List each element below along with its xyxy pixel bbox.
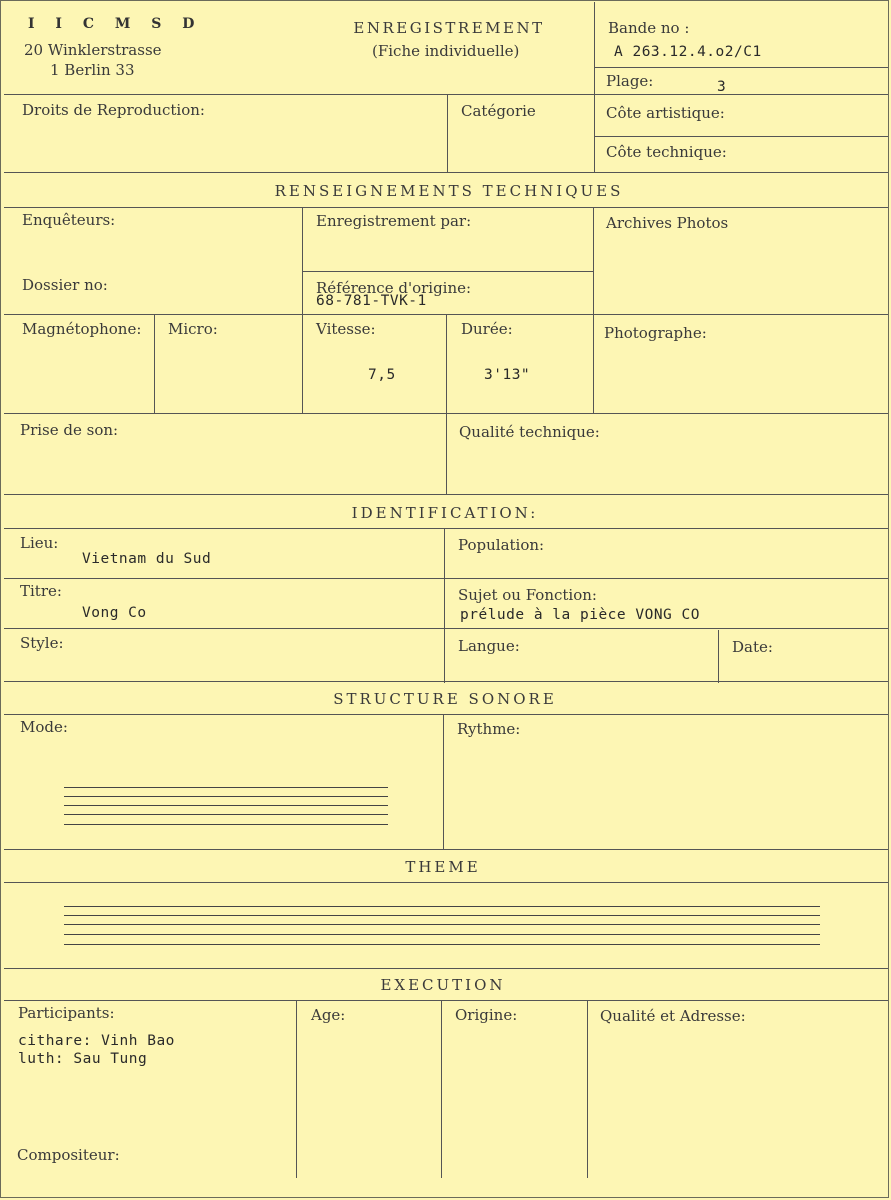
form-title: ENREGISTREMENT bbox=[353, 19, 545, 37]
address-line1: 20 Winklerstrasse bbox=[24, 41, 162, 59]
participant-1: cithare: Vinh Bao bbox=[18, 1033, 175, 1049]
qualite-adresse-label: Qualité et Adresse: bbox=[600, 1007, 746, 1025]
droits-label: Droits de Reproduction: bbox=[22, 101, 205, 119]
plage-value: 3 bbox=[717, 79, 727, 95]
lieu-label: Lieu: bbox=[20, 534, 59, 552]
archives-photos-label: Archives Photos bbox=[606, 214, 729, 232]
section-theme: THEME bbox=[405, 858, 481, 876]
titre-label: Titre: bbox=[20, 582, 62, 600]
section-technical: RENSEIGNEMENTS TECHNIQUES bbox=[274, 182, 624, 200]
date-label: Date: bbox=[732, 638, 773, 656]
section-structure: STRUCTURE SONORE bbox=[333, 690, 557, 708]
rythme-label: Rythme: bbox=[457, 720, 521, 738]
lieu-value: Vietnam du Sud bbox=[82, 551, 212, 567]
compositeur-label: Compositeur: bbox=[17, 1146, 120, 1164]
titre-value: Vong Co bbox=[82, 605, 147, 621]
langue-label: Langue: bbox=[458, 637, 520, 655]
plage-label: Plage: bbox=[606, 72, 654, 90]
section-identification: IDENTIFICATION: bbox=[351, 504, 539, 522]
reference-label: Référence d'origine: bbox=[316, 279, 472, 297]
form-subtitle: (Fiche individuelle) bbox=[372, 42, 520, 60]
participant-2: luth: Sau Tung bbox=[18, 1051, 148, 1067]
duree-label: Durée: bbox=[461, 320, 513, 338]
micro-label: Micro: bbox=[168, 320, 218, 338]
categorie-label: Catégorie bbox=[461, 102, 536, 120]
sujet-value: prélude à la pièce VONG CO bbox=[460, 607, 700, 623]
origine-label: Origine: bbox=[455, 1006, 518, 1024]
duree-value: 3'13" bbox=[484, 367, 531, 383]
mode-label: Mode: bbox=[20, 718, 68, 736]
qualite-technique-label: Qualité technique: bbox=[459, 423, 600, 441]
cote-technique-label: Côte technique: bbox=[606, 143, 727, 161]
style-label: Style: bbox=[20, 634, 64, 652]
age-label: Age: bbox=[311, 1006, 346, 1024]
address-line2: 1 Berlin 33 bbox=[50, 61, 135, 79]
dossier-label: Dossier no: bbox=[22, 276, 108, 294]
photographe-label: Photographe: bbox=[604, 324, 707, 342]
magnetophone-label: Magnétophone: bbox=[22, 320, 142, 338]
bande-label: Bande no : bbox=[608, 19, 690, 37]
cote-artistique-label: Côte artistique: bbox=[606, 104, 725, 122]
participants-label: Participants: bbox=[18, 1004, 115, 1022]
reference-value: 68-781-TVK-1 bbox=[316, 293, 427, 309]
enregistrement-par-label: Enregistrement par: bbox=[316, 212, 472, 230]
bande-value: A 263.12.4.o2/C1 bbox=[614, 44, 762, 60]
sujet-label: Sujet ou Fonction: bbox=[458, 586, 597, 604]
population-label: Population: bbox=[458, 536, 545, 554]
enqueteurs-label: Enquêteurs: bbox=[22, 211, 116, 229]
institute-logo: I I C M S D bbox=[28, 16, 203, 32]
section-execution: EXECUTION bbox=[380, 976, 506, 994]
vitesse-value: 7,5 bbox=[368, 367, 396, 383]
vitesse-label: Vitesse: bbox=[316, 320, 376, 338]
prise-de-son-label: Prise de son: bbox=[20, 421, 119, 439]
